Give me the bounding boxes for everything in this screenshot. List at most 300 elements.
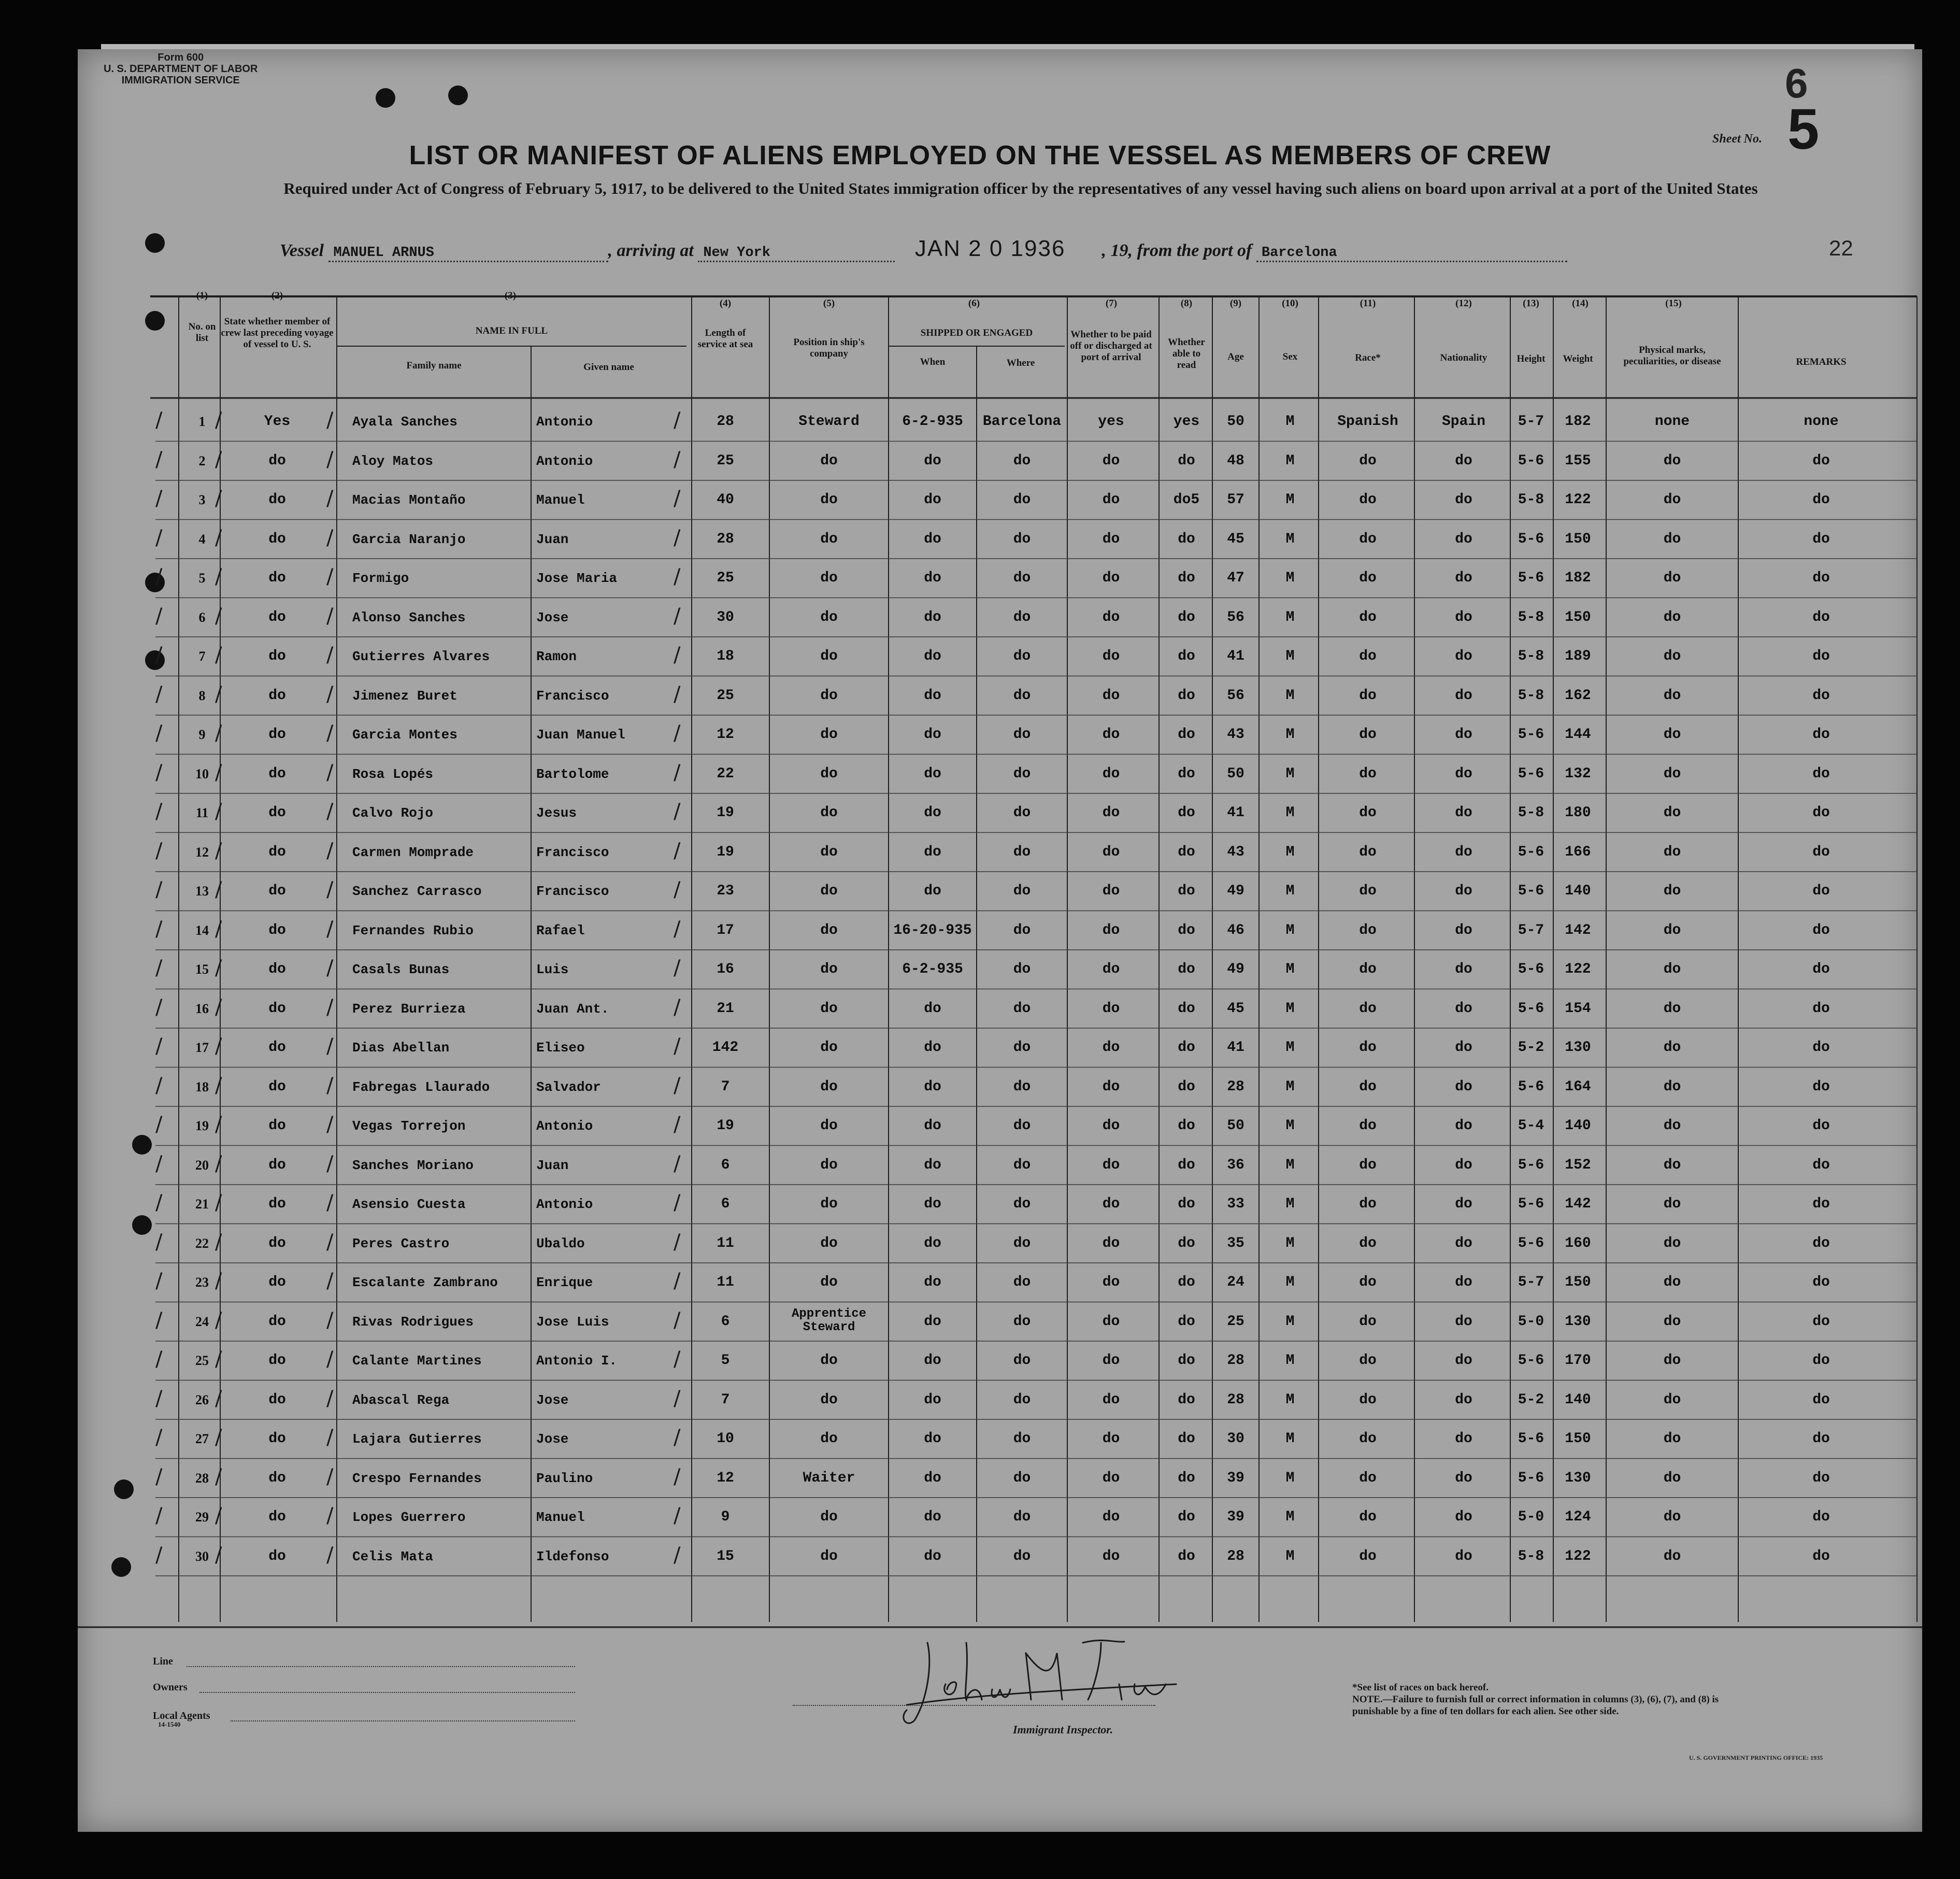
cell-family: Fernandes Rubio xyxy=(352,922,474,938)
cell-age: 41 xyxy=(1227,648,1244,664)
cell-nat: do xyxy=(1455,727,1472,743)
cell-paid: do xyxy=(1102,648,1120,664)
cell-sex: M xyxy=(1285,844,1295,860)
cell-where: do xyxy=(1013,727,1031,743)
cell-service: 25 xyxy=(717,452,734,469)
cell-no: 8 xyxy=(198,688,206,703)
cell-state: do xyxy=(268,1235,286,1251)
cell-no: 2 xyxy=(198,453,206,468)
left-tick-mark: / xyxy=(155,487,163,510)
state-tick-mark: / xyxy=(215,604,222,628)
cell-weight: 130 xyxy=(1565,1313,1591,1330)
state-tick-mark: / xyxy=(215,760,222,785)
cell-nat: do xyxy=(1455,1235,1472,1251)
cell-state: do xyxy=(268,765,286,782)
cell-position: do xyxy=(820,1157,838,1173)
cell-sex: M xyxy=(1285,1274,1295,1290)
service-tick-mark: / xyxy=(674,917,681,941)
cell-read: do xyxy=(1178,1470,1195,1486)
cell-height: 5-6 xyxy=(1518,1470,1544,1486)
name-tick-mark: / xyxy=(326,760,334,785)
cell-weight: 142 xyxy=(1565,922,1591,938)
cell-marks: do xyxy=(1663,727,1681,743)
cell-service: 5 xyxy=(721,1353,730,1369)
cell-nat: do xyxy=(1455,1118,1472,1134)
name-tick-mark: / xyxy=(326,447,334,472)
cell-race: do xyxy=(1359,492,1377,508)
vessel-name: MANUEL ARNUS xyxy=(328,245,608,262)
cell-sex: M xyxy=(1285,883,1295,899)
cell-weight: 154 xyxy=(1565,1000,1591,1017)
cell-sex: M xyxy=(1285,961,1295,977)
cell-sex: M xyxy=(1285,765,1295,782)
cell-when: do xyxy=(924,648,941,664)
left-tick-mark: / xyxy=(155,878,163,902)
cell-state: do xyxy=(268,1118,286,1134)
cell-marks: do xyxy=(1663,1313,1681,1330)
cell-position: do xyxy=(820,1040,838,1056)
cell-paid: do xyxy=(1102,961,1120,977)
cell-race: do xyxy=(1359,570,1377,586)
left-tick-mark: / xyxy=(155,565,163,589)
name-tick-mark: / xyxy=(326,956,334,980)
cell-where: do xyxy=(1013,1078,1031,1095)
owners-field xyxy=(199,1692,575,1693)
cell-height: 5-6 xyxy=(1518,1196,1544,1212)
state-tick-mark: / xyxy=(215,682,222,706)
cell-given: Luis xyxy=(536,962,569,977)
local-agents-field xyxy=(231,1720,575,1721)
cell-state: do xyxy=(268,805,286,821)
name-tick-mark: / xyxy=(326,1034,334,1058)
service-tick-mark: / xyxy=(674,838,681,863)
cell-given: Antonio xyxy=(536,1118,593,1134)
cell-nat: do xyxy=(1455,1353,1472,1369)
cell-where: do xyxy=(1013,1274,1031,1290)
cell-sex: M xyxy=(1285,1118,1295,1134)
cell-read: do xyxy=(1178,883,1195,899)
cell-when: 6-2-935 xyxy=(902,414,963,430)
cell-no: 18 xyxy=(195,1079,209,1094)
cell-no: 23 xyxy=(195,1275,209,1290)
cell-nat: do xyxy=(1455,1509,1472,1525)
col-num-3: (3) xyxy=(504,290,517,301)
cell-remarks: do xyxy=(1812,727,1830,743)
service-name: IMMIGRATION SERVICE xyxy=(121,75,240,86)
cell-remarks: do xyxy=(1812,1118,1830,1134)
local-agents-label: Local Agents xyxy=(153,1710,210,1721)
cell-race: do xyxy=(1359,1431,1377,1447)
state-tick-mark: / xyxy=(215,1269,222,1293)
cell-paid: do xyxy=(1102,1196,1120,1212)
cell-where: Barcelona xyxy=(982,414,1062,430)
cell-no: 27 xyxy=(195,1431,209,1446)
cell-age: 33 xyxy=(1227,1196,1244,1212)
cell-race: do xyxy=(1359,1509,1377,1525)
cell-sex: M xyxy=(1285,1391,1295,1408)
col-num-1: (1) xyxy=(196,290,208,301)
header-family-name: Family name xyxy=(406,360,462,371)
left-tick-mark: / xyxy=(155,1269,163,1293)
cell-given: Salvador xyxy=(536,1079,601,1095)
cell-when: do xyxy=(924,531,941,547)
cell-family: Dias Abellan xyxy=(352,1040,450,1056)
cell-family: Garcia Montes xyxy=(352,727,457,743)
cell-family: Alonso Sanches xyxy=(352,609,466,625)
cell-marks: do xyxy=(1663,609,1681,625)
header-nationality: Nationality xyxy=(1440,352,1487,363)
header-race: Race* xyxy=(1355,352,1381,363)
cell-read: do xyxy=(1178,570,1195,586)
cell-height: 5-6 xyxy=(1518,961,1544,977)
cell-sex: M xyxy=(1285,1235,1295,1251)
cell-race: do xyxy=(1359,883,1377,899)
cell-position: do xyxy=(820,452,838,469)
cell-remarks: do xyxy=(1812,570,1830,586)
cell-race: do xyxy=(1359,922,1377,938)
cell-service: 21 xyxy=(717,1000,734,1017)
cell-no: 15 xyxy=(195,962,209,977)
cell-age: 28 xyxy=(1227,1353,1244,1369)
cell-state: do xyxy=(268,1313,286,1330)
cell-remarks: do xyxy=(1812,648,1830,664)
cell-height: 5-0 xyxy=(1518,1509,1544,1525)
cell-when: do xyxy=(924,1000,941,1017)
cell-state: do xyxy=(268,1353,286,1369)
cell-when: do xyxy=(924,805,941,821)
cell-sex: M xyxy=(1285,648,1295,664)
cell-no: 10 xyxy=(195,766,209,781)
cell-read: do xyxy=(1178,1196,1195,1212)
cell-no: 20 xyxy=(195,1157,209,1173)
cell-sex: M xyxy=(1285,414,1295,430)
cell-read: do xyxy=(1178,1118,1195,1134)
cell-height: 5-6 xyxy=(1518,844,1544,860)
cell-service: 12 xyxy=(717,1470,734,1486)
cell-no: 26 xyxy=(195,1392,209,1407)
cell-height: 5-8 xyxy=(1518,1548,1544,1564)
owners-label: Owners xyxy=(153,1682,188,1693)
left-tick-mark: / xyxy=(155,838,163,863)
cell-read: yes xyxy=(1173,414,1200,430)
cell-state: do xyxy=(268,1470,286,1486)
cell-remarks: do xyxy=(1812,883,1830,899)
cell-height: 5-8 xyxy=(1518,492,1544,508)
cell-race: do xyxy=(1359,1548,1377,1564)
cell-read: do xyxy=(1178,1509,1195,1525)
cell-where: do xyxy=(1013,922,1031,938)
cell-race: do xyxy=(1359,1040,1377,1056)
cell-family: Macias Montaño xyxy=(352,492,466,508)
cell-position: do xyxy=(820,1431,838,1447)
col-num-8: (8) xyxy=(1180,298,1193,309)
cell-state: do xyxy=(268,648,286,664)
state-tick-mark: / xyxy=(215,995,222,1019)
cell-state: do xyxy=(268,1078,286,1095)
cell-family: Celis Mata xyxy=(352,1548,434,1564)
from-port-label: , from the port of xyxy=(1128,241,1252,260)
left-tick-mark: / xyxy=(155,1113,163,1136)
cell-sex: M xyxy=(1285,1431,1295,1447)
cell-service: 6 xyxy=(721,1196,730,1212)
cell-family: Casals Bunas xyxy=(352,962,450,977)
cell-age: 24 xyxy=(1227,1274,1244,1290)
cell-weight: 182 xyxy=(1565,570,1591,586)
corner-number: 22 xyxy=(1829,236,1853,260)
cell-position: do xyxy=(820,570,838,586)
cell-given: Manuel xyxy=(536,492,585,508)
service-tick-mark: / xyxy=(674,565,681,589)
cell-remarks: do xyxy=(1812,1040,1830,1056)
cell-read: do xyxy=(1178,765,1195,782)
vessel-label: Vessel xyxy=(280,241,324,260)
cell-nat: do xyxy=(1455,1548,1472,1564)
cell-race: do xyxy=(1359,844,1377,860)
cell-state: do xyxy=(268,1000,286,1017)
cell-service: 25 xyxy=(717,687,734,704)
cell-marks: do xyxy=(1663,1353,1681,1369)
cell-when: 6-2-935 xyxy=(902,961,963,977)
cell-read: do5 xyxy=(1173,492,1200,508)
cell-age: 56 xyxy=(1227,687,1244,704)
cell-no: 30 xyxy=(195,1548,209,1564)
cell-remarks: do xyxy=(1812,531,1830,547)
cell-remarks: do xyxy=(1812,1274,1830,1290)
cell-height: 5-8 xyxy=(1518,687,1544,704)
cell-marks: do xyxy=(1663,961,1681,977)
page-subtitle: Required under Act of Congress of February 5, 1917, to be delivered to the United States immigration officer by the representatives of any vessel having such aliens on board upon arrival at a port of the United States xyxy=(283,179,1758,197)
cell-height: 5-8 xyxy=(1518,648,1544,664)
left-tick-mark: / xyxy=(155,1191,163,1215)
cell-read: do xyxy=(1178,452,1195,469)
cell-paid: do xyxy=(1102,570,1120,586)
cell-weight: 124 xyxy=(1565,1509,1591,1525)
cell-height: 5-6 xyxy=(1518,570,1544,586)
header-length-service: Length of service at sea xyxy=(697,328,753,350)
cell-weight: 155 xyxy=(1565,452,1591,469)
cell-no: 11 xyxy=(195,805,209,820)
cell-where: do xyxy=(1013,570,1031,586)
cell-service: 30 xyxy=(717,609,734,625)
cell-service: 7 xyxy=(721,1078,730,1095)
cell-sex: M xyxy=(1285,1548,1295,1564)
name-tick-mark: / xyxy=(326,487,334,510)
col-num-12: (12) xyxy=(1455,298,1472,309)
cell-service: 15 xyxy=(717,1548,734,1564)
cell-height: 5-8 xyxy=(1518,609,1544,625)
cell-given: Ubaldo xyxy=(536,1235,585,1251)
penalty-note: NOTE.—Failure to furnish full or correct information in columns (3), (6), (7), and (8) is punishable by a fine of ten dollars for each alien. See other side. xyxy=(1352,1694,1719,1717)
cell-marks: do xyxy=(1663,1196,1681,1212)
cell-where: do xyxy=(1013,492,1031,508)
name-tick-mark: / xyxy=(326,1191,334,1215)
cell-age: 50 xyxy=(1227,1118,1244,1134)
cell-read: do xyxy=(1178,1353,1195,1369)
cell-no: 6 xyxy=(198,609,206,625)
year-label: , 19 xyxy=(1101,241,1128,260)
cell-sex: M xyxy=(1285,727,1295,743)
cell-nat: do xyxy=(1455,961,1472,977)
cell-position: do xyxy=(820,1078,838,1095)
left-tick-mark: / xyxy=(155,956,163,980)
name-tick-mark: / xyxy=(326,604,334,628)
cell-read: do xyxy=(1178,1431,1195,1447)
service-tick-mark: / xyxy=(674,1504,681,1528)
cell-nat: do xyxy=(1455,844,1472,860)
left-tick-mark: / xyxy=(155,643,163,667)
cell-paid: do xyxy=(1102,922,1120,938)
state-tick-mark: / xyxy=(215,1504,222,1528)
service-tick-mark: / xyxy=(674,1034,681,1058)
cell-height: 5-6 xyxy=(1518,883,1544,899)
cell-when: do xyxy=(924,727,941,743)
cell-read: do xyxy=(1178,1040,1195,1056)
service-tick-mark: / xyxy=(674,408,681,432)
service-tick-mark: / xyxy=(674,956,681,980)
cell-age: 50 xyxy=(1227,765,1244,782)
cell-paid: do xyxy=(1102,1157,1120,1173)
left-tick-mark: / xyxy=(155,1426,163,1449)
cell-position: do xyxy=(820,1353,838,1369)
cell-sex: M xyxy=(1285,570,1295,586)
cell-paid: do xyxy=(1102,727,1120,743)
cell-when: do xyxy=(924,1509,941,1525)
cell-given: Juan Ant. xyxy=(536,1001,609,1017)
service-tick-mark: / xyxy=(674,1269,681,1293)
sheet-label: Sheet No. xyxy=(1712,132,1762,146)
cell-service: 7 xyxy=(721,1391,730,1408)
service-tick-mark: / xyxy=(674,487,681,510)
cell-nat: do xyxy=(1455,452,1472,469)
name-tick-mark: / xyxy=(326,1464,334,1489)
cell-nat: do xyxy=(1455,1000,1472,1017)
cell-when: do xyxy=(924,1157,941,1173)
cell-service: 11 xyxy=(717,1235,734,1251)
cell-family: Rivas Rodrigues xyxy=(352,1314,474,1330)
cell-race: do xyxy=(1359,1353,1377,1369)
cell-age: 49 xyxy=(1227,961,1244,977)
cell-read: do xyxy=(1178,1000,1195,1017)
cell-read: do xyxy=(1178,1157,1195,1173)
cell-nat: do xyxy=(1455,570,1472,586)
cell-race: do xyxy=(1359,687,1377,704)
cell-where: do xyxy=(1013,765,1031,782)
cell-remarks: do xyxy=(1812,687,1830,704)
cell-race: do xyxy=(1359,727,1377,743)
cell-paid: yes xyxy=(1098,414,1124,430)
cell-nat: do xyxy=(1455,1470,1472,1486)
cell-when: do xyxy=(924,844,941,860)
cell-family: Escalante Zambrano xyxy=(352,1275,498,1290)
cell-when: do xyxy=(924,883,941,899)
left-tick-mark: / xyxy=(155,1464,163,1489)
cell-position: do xyxy=(820,648,838,664)
cell-no: 14 xyxy=(195,922,209,938)
cell-family: Calante Martines xyxy=(352,1353,482,1369)
cell-when: do xyxy=(924,1196,941,1212)
cell-weight: 150 xyxy=(1565,1431,1591,1447)
cell-where: do xyxy=(1013,883,1031,899)
cell-family: Rosa Lopés xyxy=(352,766,434,782)
cell-family: Vegas Torrejon xyxy=(352,1118,466,1134)
cell-state: do xyxy=(268,883,286,899)
cell-age: 25 xyxy=(1227,1313,1244,1330)
cell-when: 16-20-935 xyxy=(893,922,972,938)
cell-height: 5-6 xyxy=(1518,1157,1544,1173)
cell-nat: do xyxy=(1455,765,1472,782)
cell-given: Antonio xyxy=(536,414,593,430)
state-tick-mark: / xyxy=(215,447,222,472)
cell-weight: 130 xyxy=(1565,1040,1591,1056)
cell-weight: 170 xyxy=(1565,1353,1591,1369)
cell-paid: do xyxy=(1102,1391,1120,1408)
col-num-7: (7) xyxy=(1105,298,1118,309)
cell-given: Enrique xyxy=(536,1275,593,1290)
header-name-in-full: NAME IN FULL xyxy=(475,325,548,336)
cell-when: do xyxy=(924,1235,941,1251)
cell-remarks: do xyxy=(1812,844,1830,860)
cell-marks: do xyxy=(1663,1040,1681,1056)
left-tick-mark: / xyxy=(155,800,163,823)
cell-where: do xyxy=(1013,961,1031,977)
cell-when: do xyxy=(924,609,941,625)
form-code: 14-1540 xyxy=(158,1720,181,1728)
state-tick-mark: / xyxy=(215,721,222,745)
cell-weight: 144 xyxy=(1565,727,1591,743)
header-when: When xyxy=(920,357,946,367)
service-tick-mark: / xyxy=(674,643,681,667)
cell-paid: do xyxy=(1102,1353,1120,1369)
cell-given: Antonio I. xyxy=(536,1353,618,1369)
cell-where: do xyxy=(1013,1548,1031,1564)
cell-position: do xyxy=(820,687,838,704)
cell-family: Lopes Guerrero xyxy=(352,1510,466,1525)
arrival-date-stamp: JAN 2 0 1936 xyxy=(914,236,1066,261)
header-height: Height xyxy=(1517,353,1546,364)
cell-marks: do xyxy=(1663,765,1681,782)
cell-family: Perez Burrieza xyxy=(352,1001,466,1017)
col-num-14: (14) xyxy=(1572,298,1589,309)
cell-service: 142 xyxy=(712,1040,739,1056)
cell-age: 41 xyxy=(1227,1040,1244,1056)
cell-where: do xyxy=(1013,805,1031,821)
cell-marks: do xyxy=(1663,648,1681,664)
cell-race: do xyxy=(1359,648,1377,664)
cell-no: 12 xyxy=(195,844,209,860)
cell-age: 48 xyxy=(1227,452,1244,469)
cell-service: 12 xyxy=(717,727,734,743)
cell-marks: do xyxy=(1663,492,1681,508)
cell-paid: do xyxy=(1102,492,1120,508)
cell-paid: do xyxy=(1102,805,1120,821)
cell-age: 50 xyxy=(1227,414,1244,430)
header-position: Position in ship's company xyxy=(793,337,865,359)
cell-given: Juan xyxy=(536,531,569,547)
cell-weight: 150 xyxy=(1565,609,1591,625)
cell-read: do xyxy=(1178,1391,1195,1408)
cell-no: 9 xyxy=(198,727,206,742)
cell-marks: do xyxy=(1663,1235,1681,1251)
state-tick-mark: / xyxy=(215,408,222,432)
cell-read: do xyxy=(1178,1078,1195,1095)
name-tick-mark: / xyxy=(326,1347,334,1371)
cell-position: Steward xyxy=(798,414,860,430)
cell-where: do xyxy=(1013,844,1031,860)
cell-family: Sanches Moriano xyxy=(352,1157,474,1173)
service-tick-mark: / xyxy=(674,1464,681,1489)
inspector-label: Immigrant Inspector. xyxy=(1013,1723,1113,1736)
cell-family: Carmen Momprade xyxy=(352,844,474,860)
